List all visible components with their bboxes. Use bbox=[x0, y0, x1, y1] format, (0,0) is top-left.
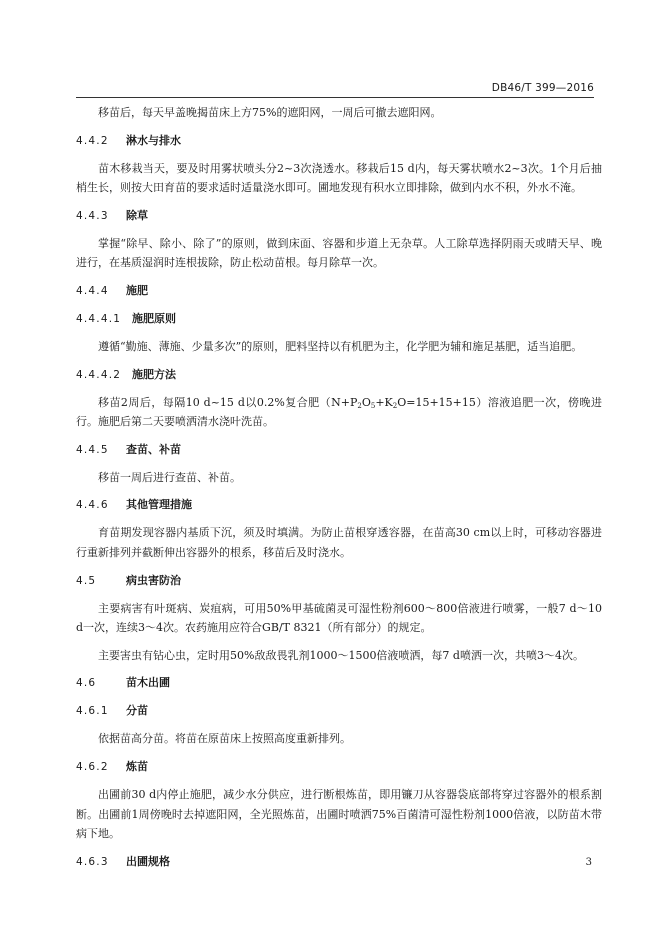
paragraph-4-6-1: 依据苗高分苗。将苗在原苗床上按照高度重新排列。 bbox=[98, 732, 351, 746]
paragraph-4-4-6: 育苗期发现容器内基质下沉，须及时填满。为防止苗根穿透容器，在苗高30 cm以上时，可移动容器进行重新排列并截断伸出容器外的根系，移苗后及时浇水。 bbox=[76, 526, 602, 559]
section-4-4-4-heading bbox=[76, 281, 602, 301]
paragraph-4-4-3: 掌握“除早、除小、除了”的原则，做到床面、容器和步道上无杂草。人工除草选择阴雨天或晴天早、晚进行，在基质湿润时连根拔除，防止松动苗根。每月除草一次。 bbox=[76, 236, 602, 270]
section-number: 4.6 bbox=[76, 677, 97, 690]
section-number: 4.4.6 bbox=[76, 499, 109, 512]
section-title: 苗木出圃 bbox=[126, 676, 170, 690]
section-title: 病虫害防治 bbox=[126, 573, 181, 587]
section-title: 炼苗 bbox=[126, 759, 148, 773]
header-rule bbox=[76, 97, 594, 98]
section-title: 除草 bbox=[126, 208, 148, 222]
section-4-4-5-heading bbox=[76, 440, 602, 460]
section-title: 其他管理措施 bbox=[126, 498, 192, 512]
paragraph-4-4-2: 苗木移栽当天，要及时用雾状喷头分2~3次浇透水。移栽后15 d内，每天雾状喷水2~3次。1个月后抽梢生长，则按大田育苗的要求适时适量浇水即可。圃地发现有积水立即排除，做到内水不积，外水不淹。 bbox=[76, 161, 602, 195]
section-4-4-6-heading bbox=[76, 495, 602, 515]
text-run: +K bbox=[375, 395, 393, 409]
section-4-6-2-heading bbox=[76, 757, 602, 777]
section-4-6-heading bbox=[76, 673, 602, 693]
section-4-4-4-1-heading bbox=[76, 309, 602, 329]
section-number: 4.4.5 bbox=[76, 443, 109, 456]
section-title: 施肥 bbox=[126, 283, 148, 297]
section-title: 分苗 bbox=[126, 704, 148, 718]
section-4-5-heading bbox=[76, 571, 602, 591]
section-number: 4.6.2 bbox=[76, 760, 109, 773]
paragraph-4-6-2: 出圃前30 d内停止施肥，减少水分供应，进行断根炼苗，即用镰刀从容器袋底部将穿过容器外的根系割断。出圃前1周傍晚时去掉遮阳网，全光照炼苗，出圃时喷洒75%百菌清可湿性粉剂1000倍液，以防苗木带病下地。 bbox=[76, 787, 602, 841]
section-4-4-2-heading bbox=[76, 131, 602, 151]
subscript: 2 bbox=[392, 401, 398, 410]
section-number: 4.4.2 bbox=[76, 134, 109, 147]
text-run: O=15+15+15）溶液追肥一次，傍晚进行。施肥后第二天要喷洒清水浇叶洗苗。 bbox=[76, 395, 602, 429]
document-code: DB46/T 399—2016 bbox=[491, 82, 594, 94]
subscript: 2 bbox=[357, 401, 362, 410]
section-4-6-1-heading bbox=[76, 701, 602, 721]
paragraph-4-5-diseases: 主要病害有叶斑病、炭疽病，可用50%甲基硫菌灵可湿性粉剂600～800倍液进行喷雾，一般7 d～10 d一次，连续3～4次。农药施用应符合GB/T 8321（所有部分）的规定。 bbox=[76, 601, 602, 635]
section-number: 4.4.3 bbox=[76, 209, 109, 222]
section-number: 4.4.4.1 bbox=[76, 312, 122, 325]
section-4-4-3-heading bbox=[76, 206, 602, 226]
subscript: 5 bbox=[370, 401, 376, 410]
section-number: 4.5 bbox=[76, 574, 97, 587]
section-title: 出圃规格 bbox=[126, 854, 170, 868]
text-run: 移苗2周后，每隔10 d~15 d以0.2%复合肥（N+P bbox=[98, 395, 358, 409]
text-run: O bbox=[361, 395, 371, 409]
paragraph-intro: 移苗后，每天早盖晚揭苗床上方75%的遮阳网，一周后可撤去遮阳网。 bbox=[98, 106, 442, 119]
section-4-6-3-heading bbox=[76, 852, 602, 872]
section-title: 施肥方法 bbox=[132, 367, 176, 381]
paragraph-4-4-4-2 bbox=[76, 393, 602, 432]
section-number: 4.4.4 bbox=[76, 284, 109, 297]
section-number: 4.4.4.2 bbox=[76, 368, 122, 381]
paragraph-4-4-4-1: 遵循“勤施、薄施、少量多次”的原则，肥料坚持以有机肥为主，化学肥为辅和施足基肥，适当追肥。 bbox=[98, 339, 583, 353]
section-title: 查苗、补苗 bbox=[126, 442, 181, 456]
paragraph-4-4-5: 移苗一周后进行查苗、补苗。 bbox=[98, 470, 241, 484]
section-4-4-4-2-heading bbox=[76, 365, 602, 385]
section-number: 4.6.3 bbox=[76, 855, 109, 868]
document-body bbox=[76, 103, 602, 880]
page-number: 3 bbox=[585, 857, 592, 868]
paragraph-4-5-pests: 主要害虫有钻心虫，定时用50%敌敌畏乳剂1000～1500倍液喷洒，每7 d喷洒一次，共喷3～4次。 bbox=[98, 648, 584, 662]
section-title: 施肥原则 bbox=[132, 311, 176, 325]
section-title: 淋水与排水 bbox=[126, 133, 181, 147]
section-number: 4.6.1 bbox=[76, 705, 109, 718]
